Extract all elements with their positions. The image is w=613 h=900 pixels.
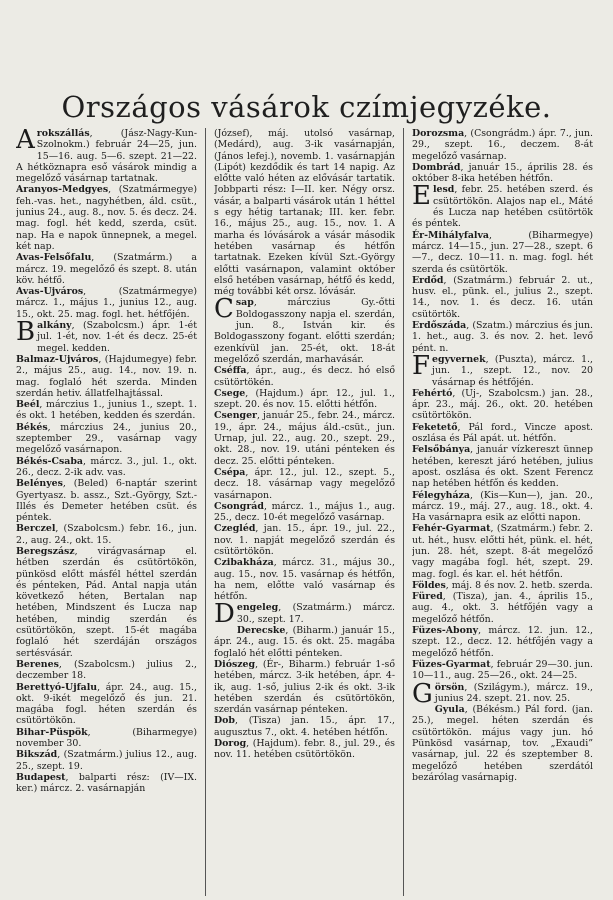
fair-entry — [16, 128, 197, 184]
entry-headword: Aranyos-Medgyes — [16, 184, 109, 196]
fair-entry — [412, 490, 593, 524]
fair-entry — [412, 659, 593, 682]
fair-entry — [412, 444, 593, 489]
fair-entry — [412, 128, 593, 162]
fair-entry — [412, 320, 593, 354]
entry-headword: alkány — [37, 320, 72, 332]
fair-entry — [16, 523, 197, 546]
entry-headword: Csépa — [214, 466, 246, 478]
entry-text: , (Tisza), jan. 4., április 15., aug. 4., okt. 3. hétfőjén vagy a megelőző hétfőn. — [412, 591, 593, 625]
fair-entry — [16, 252, 197, 286]
entry-headword: rokszállás — [36, 128, 90, 139]
entry-text: , (Beled) 6-naptár szerint Gyertyasz. b. assz., Szt.-György, Szt.-Illés és Demeter hetében csüt. és péntek. — [16, 478, 197, 524]
fair-entry — [214, 410, 395, 466]
entry-text: , (Hajdum.) ápr. 12., jul. 1., szept. 20. és nov. 15. előtti hétfőn. — [214, 387, 395, 411]
entry-text: , (Szabolcsm.) julius 2., deczember 18. — [16, 658, 197, 682]
drop-cap: D — [214, 599, 235, 630]
entry-headword: Belényes — [16, 478, 63, 490]
entry-text: , márczius 1., junius 1., szept. 1. és okt. 1 hetében, kedden és szerdán. — [16, 399, 197, 422]
entry-headword: Csege — [214, 387, 246, 399]
fair-entry — [412, 523, 593, 579]
entry-headword: Dorog — [214, 738, 247, 750]
fair-entry — [214, 599, 395, 630]
entry-headword: Földes — [412, 579, 446, 591]
entry-headword: Csongrád — [214, 500, 264, 512]
entry-text: , ápr. 12., jul. 12., szept. 5., decz. 18. vásárnap vagy megelőző vasárnapon. — [214, 466, 395, 501]
entry-text: , (Szatmármegye) feh.-vas. het., nagyhétben, áld. csüt., junius 24., aug. 8., nov. 5. és decz. 24. mag. fogl. hét kedd, szerda, csüt. nap. Ha e napok ünnepnek, a megel. két nap. — [16, 184, 197, 252]
entry-text: , (Csongrádm.) ápr. 7., jun. 29., szept. 16., deczem. 8-át megelőző vasárnap. — [412, 128, 593, 162]
entry-headword: Feketető — [412, 421, 458, 433]
entry-text: , (Szilágym.), márcz. 19., junius 24. szept. 21. nov. 25. — [434, 681, 593, 704]
entry-headword: Cséffa — [214, 365, 247, 377]
entry-headword: Beél — [16, 399, 40, 411]
entry-headword: Békés — [16, 421, 48, 433]
fair-entry — [412, 181, 593, 230]
entry-text: , febr. 25. hetében szerd. és csütörtökön. Alajos nap el., Máté és Lucza nap hetében csütörtök és péntek. — [412, 184, 593, 230]
text-column-2 — [214, 128, 395, 896]
fair-entry — [214, 557, 395, 602]
entry-headword: Felsőbánya — [412, 444, 471, 456]
entry-text: , (Békésm.) Pál ford. (jan. 25.), megel. héten szerdán és csütörtökön. május vagy jun. hó Pünkösd vasárnap, tov. „Exaudi” vasárnap, jul. 22 és szeptember 8. megelőző hetében szerdától bezárólag vasárnapig. — [412, 704, 593, 783]
fair-entry — [16, 422, 197, 456]
drop-cap: E — [412, 181, 431, 212]
entry-headword: lesd — [432, 184, 455, 196]
fair-entry — [412, 422, 593, 445]
fair-entry — [214, 659, 395, 715]
entry-text: , (Szatmárm.) a márcz. 19. megelőző és szept. 8. után köv. hétfő. — [16, 252, 197, 286]
entry-headword: Békés-Csaba — [16, 455, 83, 467]
fair-entry — [16, 682, 197, 727]
entry-text: , (Szatm.) márczius és jun. 1. het., aug. 3. és nov. 2. het. levő pént. n. — [412, 320, 593, 354]
fair-entry — [16, 317, 197, 354]
fair-entry — [214, 467, 395, 501]
entry-text: , január 15., április 28. és október 8-ika hetében hétfőn. — [412, 161, 593, 185]
fair-entry — [412, 275, 593, 320]
fair-entry — [412, 580, 593, 591]
entry-headword: Berenes — [16, 658, 59, 670]
entry-headword: Erdőszáda — [412, 320, 467, 332]
fair-entry — [16, 286, 197, 320]
fair-entry — [412, 625, 593, 659]
entry-text: , márcz. 12. jun. 12., szept. 12., decz. 12. hétfőjén vagy a megelőző hétfőn. — [412, 625, 593, 659]
entry-text: , (Szabolcsm.) febr. 16., jun. 2., aug. 24., okt. 15. — [16, 523, 197, 546]
entry-headword: Derecske — [236, 625, 286, 637]
entry-headword: örsön — [434, 681, 465, 693]
entry-headword: egyvernek — [432, 353, 486, 365]
entry-headword: Dob — [214, 715, 235, 727]
fair-entry — [16, 659, 197, 682]
fair-entry — [214, 365, 395, 388]
fair-entry — [214, 523, 395, 557]
fair-entry — [16, 478, 197, 523]
fair-entry — [16, 772, 197, 795]
entry-text: , márcz. 1., május 1., aug. 25., decz. 10-ét megelőző vasárnap. — [214, 500, 395, 524]
fair-entry — [412, 388, 593, 422]
entry-text: , (Hajdum). febr. 8., jul. 29., és nov. 11. hetében csütörtökön. — [214, 738, 395, 761]
entry-headword: Balmaz-Ujváros — [16, 353, 99, 365]
entry-headword: Czibakháza — [214, 557, 274, 569]
entry-headword: sap — [235, 297, 254, 309]
drop-cap: F — [412, 350, 431, 381]
entry-headword: Dombrád — [412, 161, 461, 173]
entry-headword: Bihar-Püspök — [16, 726, 88, 738]
entry-text: , márcz. 3., jul. 1., okt. 26., decz. 2-ik adv. vas. — [16, 455, 197, 478]
drop-cap: G — [412, 678, 433, 709]
entry-text: , (Szatmárm.) julius 12., aug. 25., szept. 19. — [16, 749, 197, 772]
entry-text: , (Szabolcsm.) ápr. 1-ét jul. 1-ét, nov. 1-ét és decz. 25-ét megel. kedden. — [37, 320, 197, 354]
entry-text: , (Szatmárm.) február 2. ut., husv. el., pünk. el., julius 2., szept. 14., nov. 1. és decz. 16. után csütörtök. — [412, 274, 593, 320]
drop-cap: A — [16, 128, 35, 155]
entry-text: , január vízkereszt ünnep hetében, kereszt járó hetében, julius apost. oszlása és okt. Szent Ferencz nap hetében hétfőn és kedden. — [412, 444, 593, 490]
entry-headword: Dorozsma — [412, 128, 465, 139]
fair-entry — [214, 738, 395, 761]
entry-headword: Füzes-Abony — [412, 625, 479, 637]
text-column-1 — [16, 128, 197, 896]
entry-headword: Füred — [412, 591, 443, 603]
entry-text: , Pál ford., Vincze apost. oszlása és Pál apát. ut. hétfőn. — [412, 421, 593, 445]
entry-headword: Fehértó — [412, 387, 453, 399]
entry-text: , (Biharmegye) november 30. — [16, 726, 197, 750]
entry-text: , balparti rész: (IV—IX. ker.) márcz. 2. vasárnapján — [16, 771, 197, 795]
entry-text: , virágvasárnap el. hétben szerdán és csütörtökön, pünkösd előtt másfél héttel szerdán és pénteken, Pád. Antal napja után következő héten, Bertalan nap hetében, Mindszent és Lucza nap hetében, mindig szerdán és csütörtökön, szept. 15-ét magába foglaló hét szerdáján országos sertésvásár. — [16, 545, 197, 659]
fair-entry — [16, 354, 197, 399]
entry-headword: Avas-Felsőfalu — [16, 252, 92, 264]
column-divider — [205, 128, 206, 896]
fair-entry — [16, 727, 197, 750]
entry-text: , (Kis—Kun—), jan. 20., márcz. 19., máj. 27., aug. 18., okt. 4. Ha vasárnapra esik az előtti napon. — [412, 489, 593, 524]
fair-entry — [412, 591, 593, 625]
entry-text: , (Ér-, Biharm.) február 1-ső hetében, márcz. 3-ik hetében, ápr. 4-ik, aug. 1-ső, julius 2-ik és okt. 3-ik hetében szerdán és csütörtökön, szerdán vasárnap pénteken. — [214, 658, 395, 716]
entry-text: , február 29—30. jun. 10—11., aug. 25—26., okt. 24—25. — [412, 658, 593, 682]
entry-text: , (Puszta), márcz. 1., jun. 1., szept. 12., nov. 20 vásárnap és hétfőjén. — [432, 353, 593, 388]
fair-entry — [214, 388, 395, 411]
entry-headword: Fehér-Gyarmat — [412, 523, 491, 535]
fair-entry — [214, 128, 395, 297]
fair-entry — [412, 162, 593, 185]
entry-text: , jan. 15., ápr. 19., jul. 22., nov. 1. napját megelőző szerdán és csütörtökön. — [214, 523, 395, 557]
entry-text: , (Szatmármegye) márcz. 1., május 1., junius 12., aug. 15., okt. 25. mag. fogl. het. hétfőjén. — [16, 286, 197, 320]
entry-headword: Ér-Mihályfalva — [412, 229, 490, 241]
entry-text: , (Hajdumegye) febr. 2., május 25., aug. 14., nov. 19. n. mag. foglaló hét szerda. Minden szerdán hetiv. állatfelhajtással. — [16, 353, 197, 399]
fair-entry — [214, 625, 395, 659]
entry-headword: Diószeg — [214, 658, 256, 670]
entry-text: (József), máj. utolsó vasárnap, (Medárd), aug. 3-ik vasárnapján, (János lefej.), novemb. 1. vasárnapján (Lipót) kezdődik és tart 14 napig. Az előtte való héten az elővásár tartatik. Jobbparti rész: I—II. ker. Négy orsz. vásár, a balparti vásárok után 1 héttel s egy hétig tartanak; III. ker. febr. 16., május 25., aug. 15., nov. 1. A marha és lóvásárok a vásár második hetében vasárnap és hétfőn tartatnak. Ezeken kívül Szt.-György előtti vasárnapon, valamint október első hetében vasárnap, hétfő és kedd, még további két orsz. lóvásár. — [214, 128, 395, 298]
entry-text: , (Tisza) jan. 15., ápr. 17., augusztus 7., okt. 4. hetében hétfőn. — [214, 715, 395, 738]
page-title: Országos vásárok czímjegyzéke. — [61, 90, 552, 124]
entry-text: , ápr., aug., és decz. hó első csütörtökén. — [214, 365, 395, 388]
fair-entry — [16, 399, 197, 422]
entry-text: , márczius Gy.-őtti Boldogasszony napja el. szerdán, jun. 8., István kir. és Boldogasszony fogant. előtti szerdán; ezenkívül jan. 25-ét, okt. 18-át megelőző szerdán, marhavásár. — [214, 297, 395, 365]
fair-entry — [412, 678, 593, 709]
fair-entry — [16, 749, 197, 772]
entry-text: , (Biharmegye) márcz. 14—15., jun. 27—28., szept. 6—7., decz. 10—11. n. mag. fogl. hét szerda és csütörtök. — [412, 229, 593, 275]
entry-text: , (Szatmárm.) márcz. 30., szept. 17. — [236, 602, 395, 625]
entry-headword: Félegyháza — [412, 489, 470, 501]
entry-text: , márcz. 31., május 30., aug. 15., nov. 15. vasárnap és hétfőn, ha nem, előtte való vasárnap és hétfőn. — [214, 557, 395, 603]
entry-headword: Budapest — [16, 771, 66, 783]
entry-text: , (Szatmárm.) febr. 2. ut. hét., husv. előtti hét, pünk. el. hét, jun. 28. hét, szept. 8-át megelőző vagy magába fogl. hét, szept. 29. mag. fogl. és kar. el. hét hétfőn. — [412, 523, 593, 580]
column-divider — [403, 128, 404, 896]
fair-entry — [16, 546, 197, 659]
fair-entry — [214, 501, 395, 524]
entry-headword: Avas-Ujváros — [16, 286, 84, 298]
entry-headword: Csenger — [214, 410, 257, 422]
entry-headword: Füzes-Gyarmat — [412, 658, 491, 670]
fair-entry — [412, 350, 593, 388]
fair-entry — [214, 715, 395, 738]
entry-headword: Berczel — [16, 523, 56, 535]
entry-text: , ápr. 24., aug. 15., okt. 9-ikét megelőző és jun. 21. magába fogl. héten szerdán és csütörtökön. — [16, 681, 197, 727]
fair-entry — [16, 456, 197, 479]
fair-entry — [16, 184, 197, 252]
fair-entry — [412, 704, 593, 783]
text-column-3 — [412, 128, 593, 896]
entry-headword: engeleg — [236, 602, 279, 614]
entry-text: , (Biharm.) január 15., ápr. 24., aug. 15. és okt. 25. magába foglaló hét előtti pénteken. — [214, 625, 395, 659]
entry-headword: Erdőd — [412, 274, 444, 286]
entry-text: , máj. 8 és nov. 2. hetb. szerda. — [445, 579, 593, 591]
entry-headword: Beregszász — [16, 545, 75, 557]
entry-headword: Berettyó-Ujfalu — [16, 681, 98, 693]
fair-entry — [412, 230, 593, 275]
entry-text: , (Uj-, Szabolcsm.) jan. 28., ápr. 23., máj. 26., okt. 20. hetében csütörtökön. — [412, 387, 593, 422]
drop-cap: B — [16, 317, 36, 348]
entry-headword: Bikszád — [16, 749, 58, 761]
entry-text: , (Jász-Nagy-Kun-Szolnokm.) február 24—25, jun. 15—16. aug. 5—6. szept. 21—22. A hétköznapra eső vásárok mindig a megelőző vásárnap tartatnak. — [16, 128, 197, 185]
entry-text: , január 25., febr. 24., márcz. 19., ápr. 24., május áld.-csüt., jun. Urnap, jul. 22., aug. 20., szept. 29., okt. 28., nov. 19. utáni pénteken és decz. 25. előtti pénteken. — [214, 410, 395, 467]
drop-cap: C — [214, 294, 234, 325]
entry-text: , márczius 24., junius 20., szeptember 29., vasárnap vagy megelőző vasárnapon. — [16, 421, 197, 456]
fair-entry — [214, 294, 395, 365]
entry-headword: Gyula — [434, 704, 465, 716]
entry-headword: Czegléd — [214, 523, 256, 535]
